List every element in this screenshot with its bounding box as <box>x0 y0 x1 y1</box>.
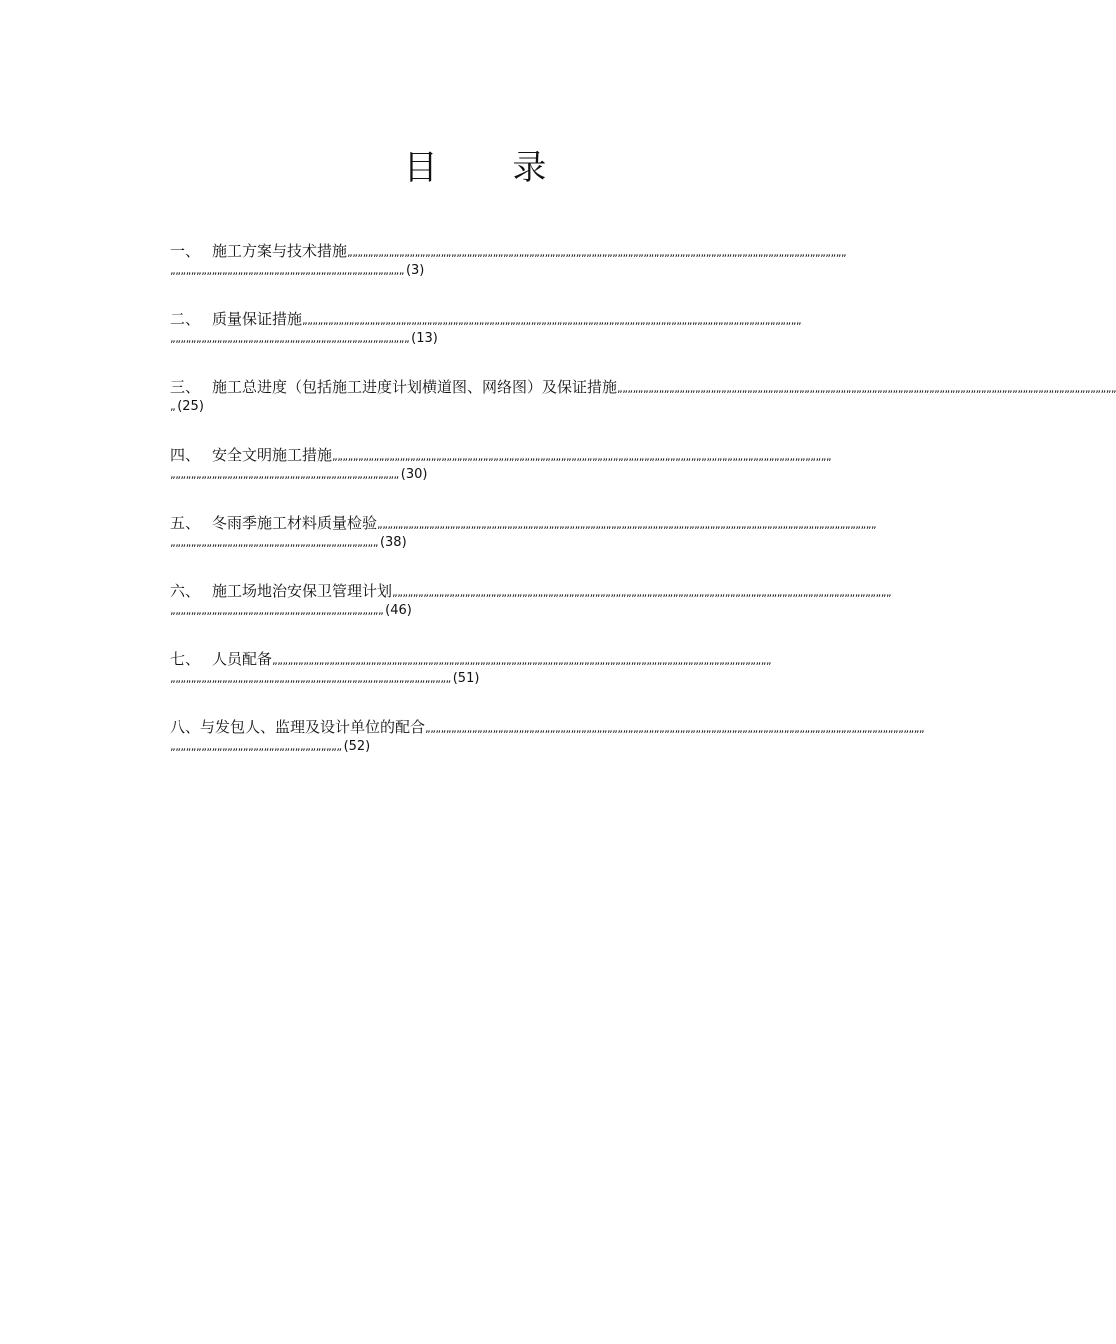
toc-page-number: (3) <box>405 263 425 278</box>
toc-entry-number: 六、 <box>170 582 201 600</box>
toc-entry-number: 八、 <box>170 718 201 736</box>
toc-entry-3[interactable] <box>170 376 1116 444</box>
toc-leader-continuation: „„„„„„„„„„„„„„„„„„„„„„„„„„„„„„„„„„„„„„„„„„„„ <box>170 468 399 481</box>
toc-leader-dots: „„„„„„„„„„„„„„„„„„„„„„„„„„„„„„„„„„„„„„„„„„„„„„„„„„„„„„„„„„„„„„„„„„„„„„„„„„„„„„„„„„„„„„„„„„„„„„„„ <box>392 586 892 599</box>
toc-page-number: (38) <box>379 535 407 550</box>
toc-page-number: (51) <box>452 671 480 686</box>
toc-entry-5[interactable] <box>170 512 877 580</box>
toc-leader-continuation: „„„„„„„„„„„„„„„„„„„„„„„„„„„„„„„„„„„„„„„„„„„„„ <box>170 264 404 277</box>
toc-page-number: (46) <box>385 603 412 618</box>
toc-entry-number: 一、 <box>170 242 201 260</box>
toc-leader-continuation: „„„„„„„„„„„„„„„„„„„„„„„„„„„„„„„„„„„„„„„„ <box>170 536 378 549</box>
toc-page-number: (52) <box>343 739 371 754</box>
toc-entry-number: 七、 <box>170 650 201 668</box>
page-title: 目 录 <box>403 148 579 188</box>
toc-leader-continuation: „„„„„„„„„„„„„„„„„„„„„„„„„„„„„„„„„ <box>170 740 342 753</box>
toc-entry-label: 施工方案与技术措施 <box>212 242 348 260</box>
toc-leader-dots: „„„„„„„„„„„„„„„„„„„„„„„„„„„„„„„„„„„„„„„„„„„„„„„„„„„„„„„„„„„„„„„„„„„„„„„„„„„„„„„„„„„„„„„„„„„„„„„„ <box>617 382 1116 395</box>
toc-entry-4[interactable] <box>170 444 830 512</box>
toc-page-number: (25) <box>177 399 204 414</box>
toc-entry-label: 人员配备 <box>212 650 273 668</box>
toc-entry-label: 施工场地治安保卫管理计划 <box>212 582 393 600</box>
toc-leader-dots: „„„„„„„„„„„„„„„„„„„„„„„„„„„„„„„„„„„„„„„„„„„„„„„„„„„„„„„„„„„„„„„„„„„„„„„„„„„„„„„„„„„„„„„„„„„„„„„„ <box>272 654 772 667</box>
toc-leader-dots: „„„„„„„„„„„„„„„„„„„„„„„„„„„„„„„„„„„„„„„„„„„„„„„„„„„„„„„„„„„„„„„„„„„„„„„„„„„„„„„„„„„„„„„„„„„„„„„„ <box>377 518 877 531</box>
toc-entry-label: 安全文明施工措施 <box>212 446 333 464</box>
toc-leader-continuation: „ <box>170 400 176 413</box>
toc-leader-dots: „„„„„„„„„„„„„„„„„„„„„„„„„„„„„„„„„„„„„„„„„„„„„„„„„„„„„„„„„„„„„„„„„„„„„„„„„„„„„„„„„„„„„„„„„„„„„„„„ <box>332 450 832 463</box>
toc-entry-1[interactable] <box>170 240 847 308</box>
toc-page-number: (30) <box>400 467 428 482</box>
toc-entry-8[interactable] <box>170 716 925 784</box>
toc-leader-dots: „„„„„„„„„„„„„„„„„„„„„„„„„„„„„„„„„„„„„„„„„„„„„„„„„„„„„„„„„„„„„„„„„„„„„„„„„„„„„„„„„„„„„„„„„„„„„„„„ <box>302 314 802 327</box>
toc-entry-number: 四、 <box>170 446 201 464</box>
toc-leader-continuation: „„„„„„„„„„„„„„„„„„„„„„„„„„„„„„„„„„„„„„„„„ <box>170 604 384 617</box>
toc-entry-label: 冬雨季施工材料质量检验 <box>212 514 378 532</box>
toc-entry-number: 二、 <box>170 310 201 328</box>
toc-entry-number: 三、 <box>170 378 201 396</box>
table-of-contents <box>170 240 1116 784</box>
toc-entry-label: 质量保证措施 <box>212 310 303 328</box>
toc-entry-label: 施工总进度（包括施工进度计划横道图、网络图）及保证措施 <box>212 378 618 396</box>
toc-leader-dots: „„„„„„„„„„„„„„„„„„„„„„„„„„„„„„„„„„„„„„„„„„„„„„„„„„„„„„„„„„„„„„„„„„„„„„„„„„„„„„„„„„„„„„„„„„„„„„„„ <box>347 246 847 259</box>
toc-page-number: (13) <box>411 331 438 346</box>
toc-entry-6[interactable] <box>170 580 892 648</box>
toc-leader-continuation: „„„„„„„„„„„„„„„„„„„„„„„„„„„„„„„„„„„„„„„„„„„„„„ <box>170 332 410 345</box>
toc-entry-7[interactable] <box>170 648 830 716</box>
toc-leader-continuation: „„„„„„„„„„„„„„„„„„„„„„„„„„„„„„„„„„„„„„„„„„„„„„„„„„„„„„ <box>170 672 451 685</box>
toc-leader-dots: „„„„„„„„„„„„„„„„„„„„„„„„„„„„„„„„„„„„„„„„„„„„„„„„„„„„„„„„„„„„„„„„„„„„„„„„„„„„„„„„„„„„„„„„„„„„„„„„ <box>425 722 925 735</box>
toc-entry-number: 五、 <box>170 514 201 532</box>
toc-entry-label: 与发包人、监理及设计单位的配合 <box>200 718 426 736</box>
toc-entry-2[interactable] <box>170 308 830 376</box>
